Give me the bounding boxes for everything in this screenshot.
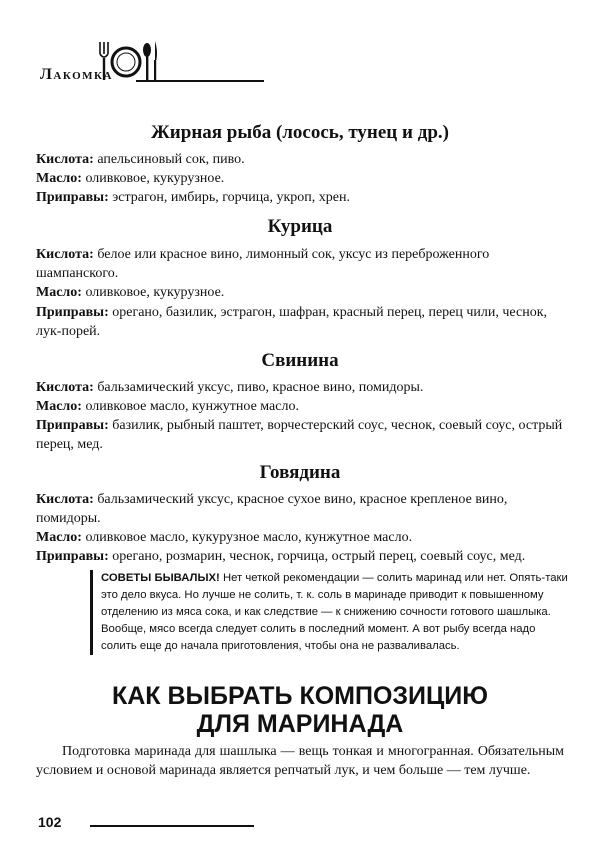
spoon-icon (143, 43, 151, 80)
row-text: апельсиновый сок, пиво. (93, 152, 245, 167)
brand-title: Лакомка (40, 66, 113, 83)
fish-oil-row (36, 169, 564, 188)
fish-spices-row (36, 188, 564, 207)
row-label: Масло: (36, 285, 82, 300)
tip-label: СОВЕТЫ БЫВАЛЫХ! (101, 572, 220, 584)
row-text: белое или красное вино, лимонный сок, уксус из переброженного шампанского. (36, 247, 490, 281)
row-label: Кислота: (36, 152, 94, 167)
chicken-spices-row (36, 303, 564, 341)
page-number: 102 (38, 814, 62, 830)
chicken-oil-row (36, 283, 564, 302)
row-label: Приправы: (36, 305, 109, 320)
row-text: оливковое масло, кукурузное масло, кунжутное масло. (81, 530, 413, 545)
row-label: Кислота: (36, 247, 94, 262)
tip-box (90, 570, 571, 655)
pork-spices-row (36, 416, 564, 454)
section-title-beef: Говядина (259, 462, 341, 483)
beef-acid-row (36, 490, 564, 528)
row-label: Приправы: (36, 418, 109, 433)
row-label: Кислота: (36, 492, 94, 507)
row-text: базилик, рыбный паштет, ворчестерский соус, чеснок, соевый соус, острый перец, мед. (36, 418, 563, 452)
row-label: Приправы: (36, 190, 109, 205)
beef-spices-row (36, 547, 564, 566)
pork-acid-row (36, 378, 564, 397)
row-text: эстрагон, имбирь, горчица, укроп, хрен. (108, 190, 350, 205)
tip-text: Нет четкой рекомендации — солить маринад или нет. Опять-таки это дело вкуса. Но лучше не солить, т. к. соль в маринаде приводит к повышенному отделению из мяса сока, и как следствие — к снижению сочности готового шашлыка. Вообще, мясо всегда следует солить в последний момент. А вот рыбу всегда надо солить еще до начала приготовления, чтобы она не разваливалась. (101, 572, 568, 652)
row-text: оливковое масло, кунжутное масло. (81, 399, 299, 414)
pork-oil-row (36, 397, 564, 416)
row-label: Масло: (36, 171, 82, 186)
row-label: Приправы: (36, 549, 109, 564)
chapter-title-line2: ДЛЯ МАРИНАДА (196, 710, 404, 738)
section-title-pork: Свинина (261, 350, 339, 371)
fish-acid-row (36, 150, 564, 169)
section-title-chicken: Курица (267, 216, 333, 237)
row-text: бальзамический уксус, пиво, красное вино, помидоры. (93, 380, 424, 395)
row-text: оливковое, кукурузное. (81, 285, 225, 300)
chicken-acid-row (36, 245, 564, 283)
row-label: Кислота: (36, 380, 94, 395)
plate-icon (112, 48, 140, 76)
knife-icon (154, 41, 157, 80)
header-rule (136, 80, 264, 82)
row-text: оливковое, кукурузное. (81, 171, 225, 186)
row-label: Масло: (36, 530, 82, 545)
row-text: орегано, розмарин, чеснок, горчица, острый перец, соевый соус, мед. (108, 549, 526, 564)
row-text: бальзамический уксус, красное сухое вино, красное крепленое вино, помидоры. (36, 492, 508, 526)
row-label: Масло: (36, 399, 82, 414)
chapter-intro: Подготовка маринада для шашлыка — вещь тонкая и многогранная. Обязательным условием и основой маринада является репчатый лук, и чем больше — тем лучше. (36, 744, 564, 778)
beef-oil-row (36, 528, 564, 547)
section-title-fatty-fish: Жирная рыба (лосось, тунец и др.) (151, 122, 449, 143)
footer-rule (90, 825, 254, 827)
running-header (40, 38, 222, 86)
chapter-title-line1: КАК ВЫБРАТЬ КОМПОЗИЦИЮ (111, 682, 489, 710)
row-text: орегано, базилик, эстрагон, шафран, красный перец, перец чили, чеснок, лук-порей. (36, 305, 548, 339)
